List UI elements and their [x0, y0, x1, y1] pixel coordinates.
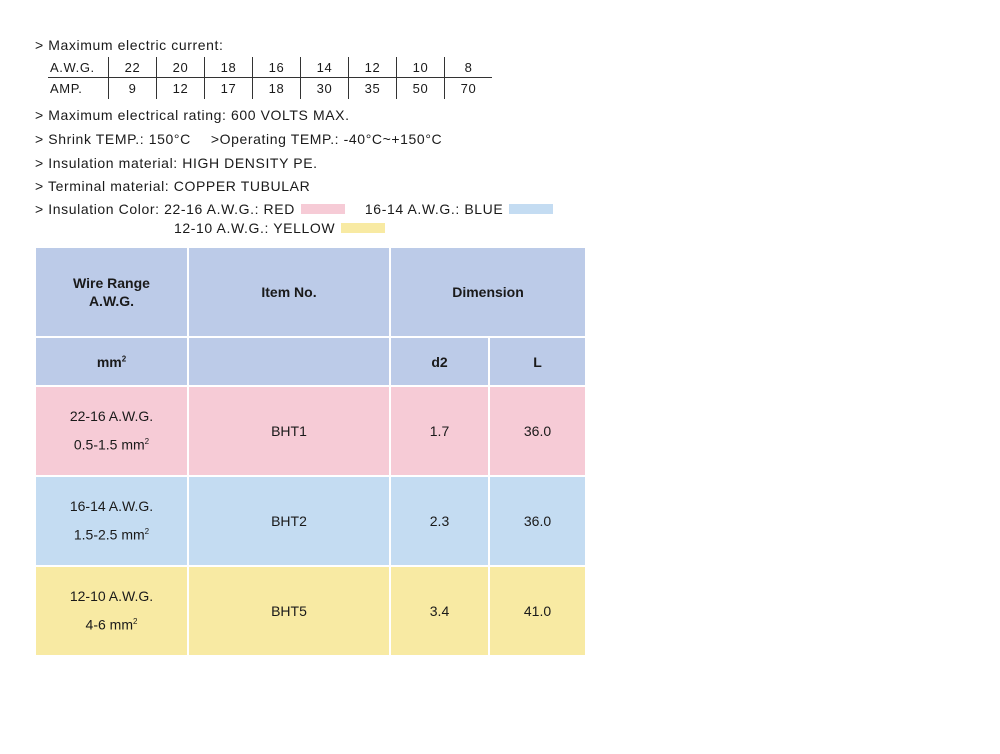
- current-table: [48, 57, 492, 99]
- awg-row: [48, 57, 492, 78]
- subheader-L: L: [489, 337, 586, 386]
- wire-range-cell: [35, 476, 188, 566]
- max-current-label: > Maximum electric current:: [35, 37, 224, 53]
- amp-cell: 30: [301, 78, 349, 100]
- subheader-empty: [188, 337, 390, 386]
- d2-cell: 1.7: [390, 386, 489, 476]
- header-wire-range-line2: A.W.G.: [88, 293, 135, 309]
- subheader-d2: d2: [390, 337, 489, 386]
- L-cell: 36.0: [489, 386, 586, 476]
- awg-cell: 16: [253, 57, 301, 78]
- header-wire-range: [35, 247, 188, 337]
- dimension-table: [34, 246, 587, 657]
- amp-cell: 70: [445, 78, 493, 100]
- subheader-mm2: $mm^2$: [35, 337, 188, 386]
- awg-label: A.W.G.: [48, 57, 109, 78]
- awg-range: 22-16 A.W.G.: [69, 408, 154, 425]
- header-wire-range-line1: Wire Range: [73, 275, 150, 291]
- item-no-cell: BHT2: [188, 476, 390, 566]
- wire-range-cell: [35, 386, 188, 476]
- insulation-material-line: > Insulation material: HIGH DENSITY PE.: [35, 155, 318, 171]
- insulation-color-red: > Insulation Color: 22-16 A.W.G.: RED: [35, 201, 295, 217]
- terminal-material-line: > Terminal material: COPPER TUBULAR: [35, 178, 311, 194]
- table-row: [35, 566, 586, 656]
- awg-range: 12-10 A.W.G.: [69, 588, 154, 605]
- table-header-row: [35, 247, 586, 337]
- L-cell: 36.0: [489, 476, 586, 566]
- insulation-color-yellow: 12-10 A.W.G.: YELLOW: [174, 220, 336, 236]
- shrink-temp: > Shrink TEMP.: 150°C: [35, 131, 191, 147]
- amp-cell: 9: [109, 78, 157, 100]
- insulation-color-line: [35, 201, 553, 217]
- insulation-color-yellow-line: [174, 220, 385, 236]
- amp-cell: 18: [253, 78, 301, 100]
- amp-label: AMP.: [50, 81, 83, 96]
- awg-cell: 12: [349, 57, 397, 78]
- mm-range-text: 0.5-1.5 mm: [73, 436, 145, 453]
- awg-cell: 8: [445, 57, 493, 78]
- amp-cell: 12: [157, 78, 205, 100]
- blue-swatch: [509, 204, 553, 214]
- awg-cell: 22: [109, 57, 157, 78]
- item-no-cell: BHT5: [188, 566, 390, 656]
- mm-range: 1.5-2.5 $mm^2$: [73, 526, 150, 543]
- temp-line: [35, 131, 442, 147]
- insulation-color-blue: 16-14 A.W.G.: BLUE: [364, 201, 504, 217]
- table-row: [35, 476, 586, 566]
- awg-cell: 14: [301, 57, 349, 78]
- item-no-cell: BHT1: [188, 386, 390, 476]
- mm-range-text: 4-6 mm: [85, 616, 133, 633]
- L-cell: 41.0: [489, 566, 586, 656]
- yellow-swatch: [341, 223, 385, 233]
- mm-range-text: 1.5-2.5 mm: [73, 526, 145, 543]
- awg-cell: 10: [397, 57, 445, 78]
- table-subheader-row: [35, 337, 586, 386]
- d2-cell: 3.4: [390, 566, 489, 656]
- table-row: [35, 386, 586, 476]
- mm-range: 4-6 $mm^2$: [85, 616, 138, 633]
- header-dimension: Dimension: [390, 247, 586, 337]
- awg-cell: 20: [157, 57, 205, 78]
- wire-range-cell: [35, 566, 188, 656]
- amp-row: [48, 78, 492, 100]
- awg-cell: 18: [205, 57, 253, 78]
- amp-cell: 17: [205, 78, 253, 100]
- mm-range: 0.5-1.5 $mm^2$: [73, 436, 150, 453]
- operating-temp: >Operating TEMP.: -40°C~+150°C: [210, 131, 443, 147]
- amp-cell: 50: [397, 78, 445, 100]
- awg-range: 16-14 A.W.G.: [69, 498, 154, 515]
- rating-line: > Maximum electrical rating: 600 VOLTS MAX.: [35, 107, 350, 123]
- amp-cell: 35: [349, 78, 397, 100]
- header-item-no: Item No.: [188, 247, 390, 337]
- subheader-mm2-text: mm: [96, 353, 122, 370]
- d2-cell: 2.3: [390, 476, 489, 566]
- red-swatch: [301, 204, 345, 214]
